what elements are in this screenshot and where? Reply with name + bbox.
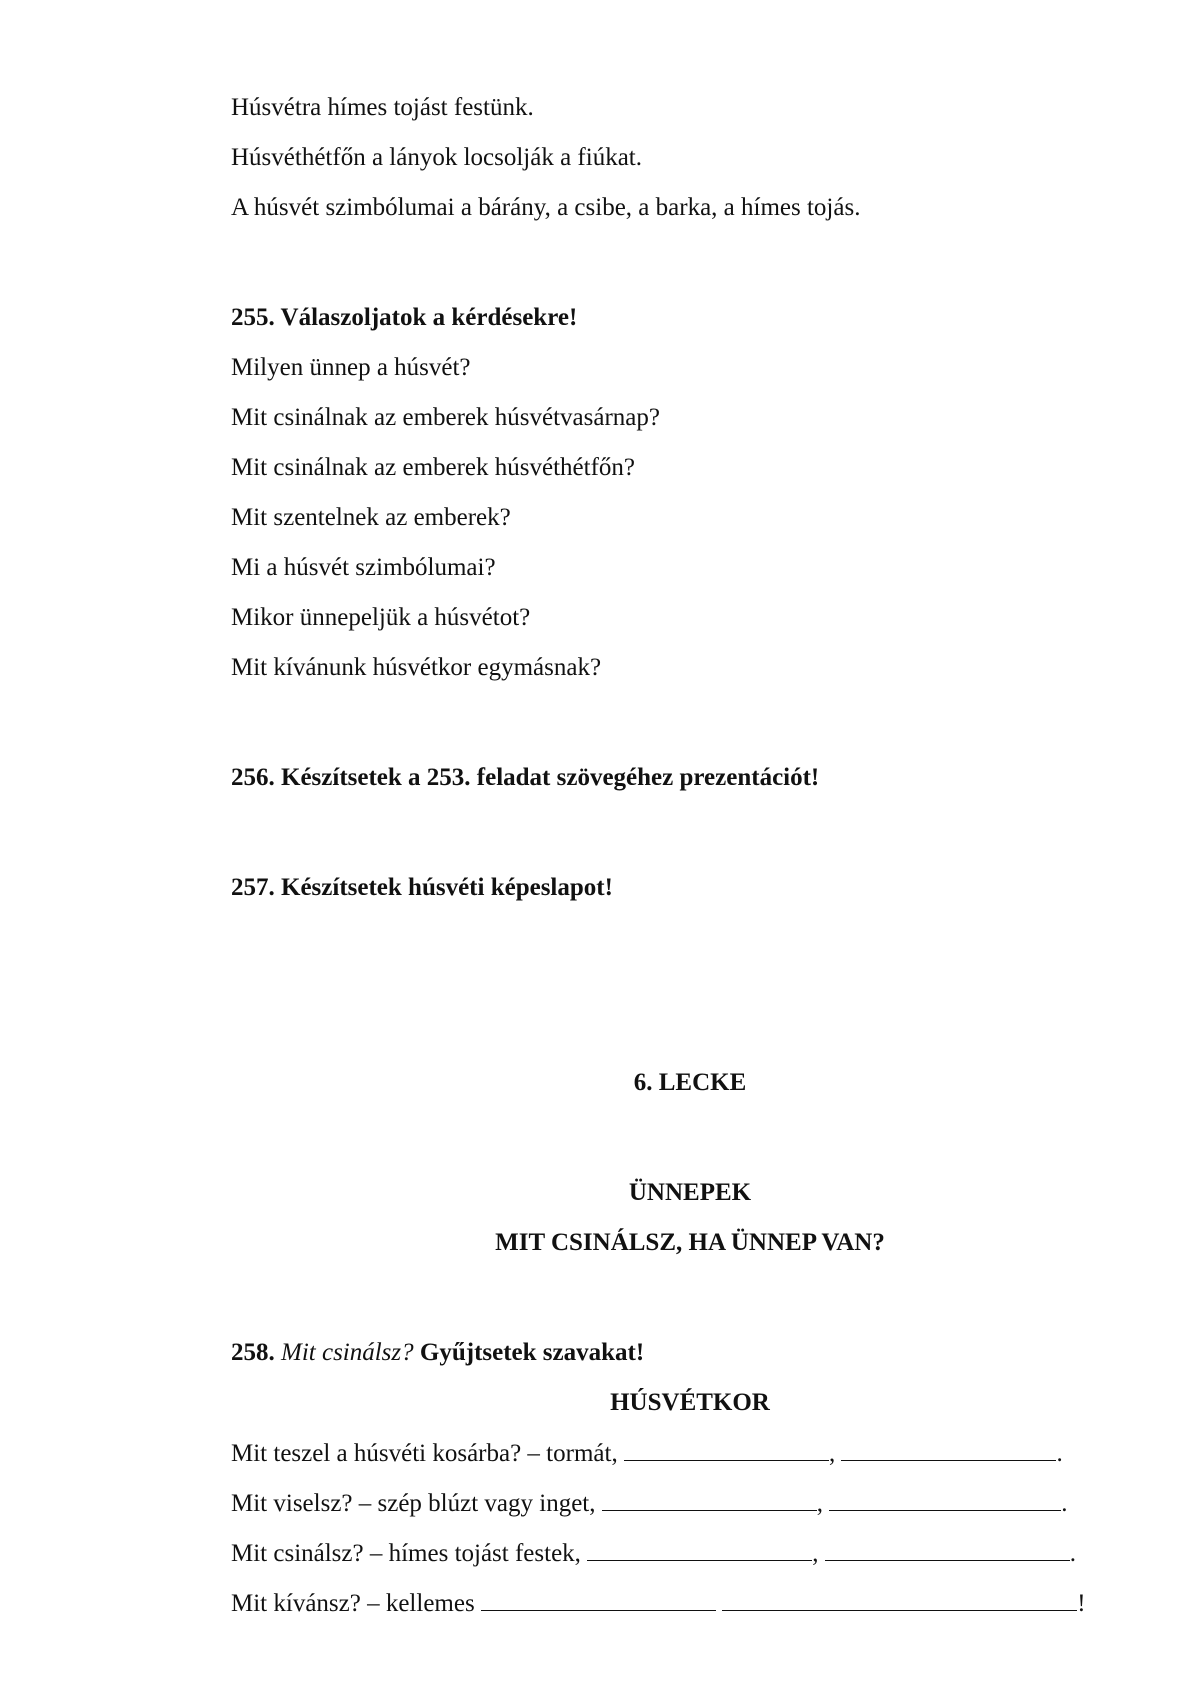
- fill-row: [231, 1438, 1063, 1469]
- intro-line: A húsvét szimbólumai a bárány, a csibe, a barka, a hímes tojás.: [231, 194, 861, 221]
- blank-separator: ,: [812, 1540, 819, 1567]
- task-258-title: [231, 1338, 644, 1368]
- answer-blank[interactable]: [825, 1538, 1070, 1561]
- lesson-title: ÜNNEPEK: [628, 1179, 752, 1206]
- fill-row-prompt: Mit viselsz? – szép blúzt vagy inget,: [231, 1490, 596, 1517]
- task-255-title: 255. Válaszoljatok a kérdésekre!: [231, 304, 578, 331]
- task-256-title: 256. Készítsetek a 253. feladat szövegéhez prezentációt!: [231, 764, 820, 791]
- intro-line: Húsvétra hímes tojást festünk.: [231, 94, 534, 121]
- lesson-number: 6. LECKE: [633, 1069, 747, 1096]
- lesson-subtitle: MIT CSINÁLSZ, HA ÜNNEP VAN?: [495, 1229, 885, 1256]
- question-item: Milyen ünnep a húsvét?: [231, 354, 471, 381]
- blank-separator: ,: [828, 1440, 836, 1467]
- fill-row-prompt: Mit teszel a húsvéti kosárba? – tormát,: [231, 1440, 618, 1467]
- answer-blank[interactable]: [841, 1438, 1056, 1461]
- blank-separator: ,: [816, 1490, 824, 1517]
- task-258-heading: HÚSVÉTKOR: [610, 1389, 770, 1416]
- row-end-mark: !: [1077, 1590, 1086, 1617]
- fill-row-prompt: Mit kívánsz? – kellemes: [231, 1590, 475, 1617]
- question-item: Mit csinálnak az emberek húsvéthétfőn?: [231, 454, 636, 481]
- question-item: Mit csinálnak az emberek húsvétvasárnap?: [231, 404, 660, 431]
- task-258-instruction: Gyűjtsetek szavakat!: [419, 1339, 645, 1366]
- answer-blank[interactable]: [602, 1488, 817, 1511]
- question-item: Mit szentelnek az emberek?: [231, 504, 511, 531]
- row-end-mark: .: [1056, 1440, 1063, 1467]
- answer-blank[interactable]: [722, 1588, 1077, 1611]
- answer-blank[interactable]: [829, 1488, 1061, 1511]
- task-258-italic: Mit csinálsz?: [281, 1339, 414, 1366]
- task-258-number: 258.: [231, 1339, 275, 1366]
- fill-row: [231, 1588, 1086, 1619]
- fill-row-prompt: Mit csinálsz? – hímes tojást festek,: [231, 1540, 581, 1567]
- intro-line: Húsvéthétfőn a lányok locsolják a fiúkat.: [231, 144, 642, 171]
- answer-blank[interactable]: [481, 1588, 716, 1611]
- row-end-mark: .: [1061, 1490, 1068, 1517]
- task-257-title: 257. Készítsetek húsvéti képeslapot!: [231, 874, 613, 901]
- question-item: Mi a húsvét szimbólumai?: [231, 554, 496, 581]
- answer-blank[interactable]: [587, 1538, 812, 1561]
- question-item: Mit kívánunk húsvétkor egymásnak?: [231, 654, 602, 681]
- fill-row: [231, 1488, 1068, 1519]
- row-end-mark: .: [1069, 1540, 1076, 1567]
- answer-blank[interactable]: [624, 1438, 829, 1461]
- fill-row: [231, 1538, 1076, 1569]
- question-item: Mikor ünnepeljük a húsvétot?: [231, 604, 531, 631]
